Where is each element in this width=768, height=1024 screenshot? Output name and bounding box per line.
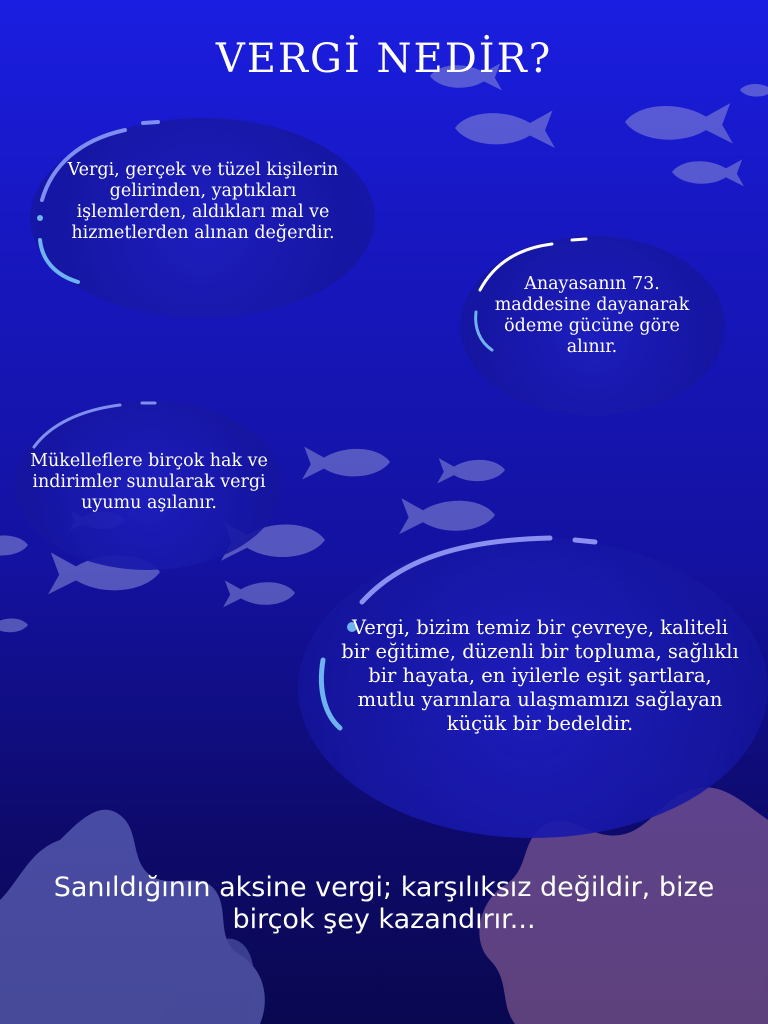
bubble-text-2: Anayasanın 73. maddesine dayanarak ödeme gücüne göre alınır.	[494, 274, 690, 357]
footer-text: Sanıldığının aksine vergi; karşılıksız değildir, bize birçok şey kazandırır...	[53, 872, 715, 935]
bubble-text-3: Mükelleflere birçok hak ve indirimler sunularak vergi uyumu aşılanır.	[30, 451, 268, 513]
page-title: VERGİ NEDİR?	[215, 36, 553, 82]
bubble-text-4: Vergi, bizim temiz bir çevreye, kaliteli bir eğitime, düzenli bir topluma, sağlıklı bir hayata, en iyilerle eşit şartlara, mutlu yarınlara ulaşmamızı sağlayan küçük bir bedeldir.	[341, 616, 739, 735]
bubble-text-1: Vergi, gerçek ve tüzel kişilerin gelirinden, yaptıkları işlemlerden, aldıkları mal ve hizmetlerden alınan değerdir.	[67, 160, 339, 243]
